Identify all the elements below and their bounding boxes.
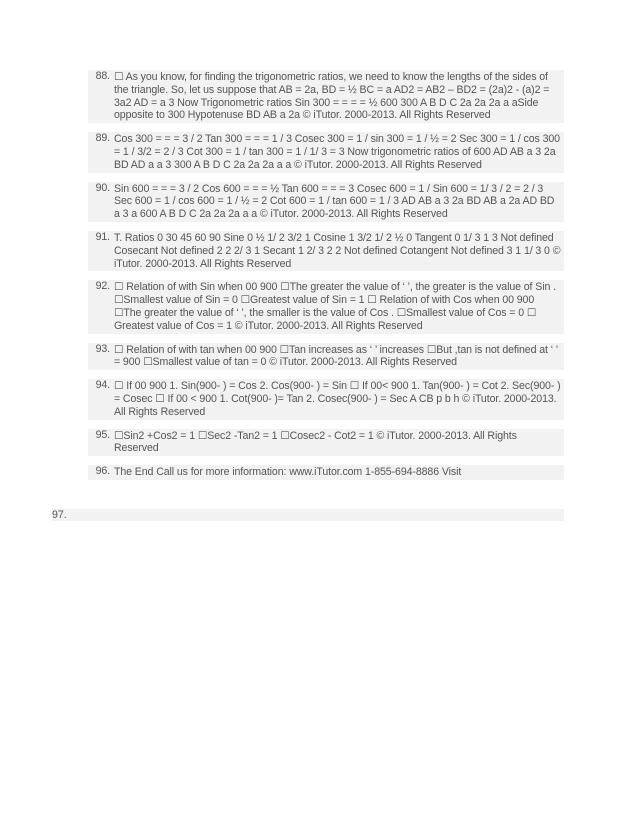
item-number: 93. [95,342,110,355]
item-text: ☐Sin2 +Cos2 = 1 ☐Sec2 -Tan2 = 1 ☐Cosec2 - Cot2 = 1 © iTutor. 2000-2013. All Rights Reserved [114,429,517,455]
item-text: Sin 600 = = = 3 / 2 Cos 600 = = = ½ Tan 600 = = = 3 Cosec 600 = 1 / Sin 600 = 1/ 3 / 2 = 2 / 3 Sec 600 = 1 / cos 600 = 1 / ½ = 2 Cot 600 = 1 / tan 600 = 1 / 3 AD AB a 3 2a BD AB a 2a AD BD a 3 a 600 A B D C 2a 2a 2a a a © iTutor. 2000-2013. All Rights Reserved [114,182,555,221]
final-list-item [52,509,564,521]
item-text: ☐ As you know, for finding the trigonometric ratios, we need to know the lengths of the sides of the triangle. So, let us suppose that AB = 2a, BD = ½ BC = a AD2 = AB2 – BD2 = (2a)2 - (a)2 = 3a2 AD = a 3 Now Trigonometric ratios Sin 300 = = = = ½ 600 300 A B D C 2a 2a 2a a aSide opposite to 300 Hypotenuse BD AB a 2a © iTutor. 2000-2013. All Rights Reserved [114,71,550,122]
list-item [88,429,564,457]
list-item [88,70,564,123]
item-text: ☐ Relation of with Sin when 00 900 ☐The greater the value of ‘ ’, the greater is the value of Sin . ☐Smallest value of Sin = 0 ☐Greatest value of Sin = 1 ☐ Relation of with Cos when 00 900 ☐The greater the value of ‘ ’, the smaller is the value of Cos . ☐Smallest value of Cos = 0 ☐ Greatest value of Cos = 1 © iTutor. 2000-2013. All Rights Reserved [114,281,556,332]
item-text: ☐ Relation of with tan when 00 900 ☐Tan increases as ‘ ’ increases ☐But ,tan is not defined at ‘ ’ = 900 ☐Smallest value of tan = 0 © iTutor. 2000-2013. All Rights Reserved [114,343,558,369]
item-text: Cos 300 = = = 3 / 2 Tan 300 = = = 1 / 3 Cosec 300 = 1 / sin 300 = 1 / ½ = 2 Sec 300 = 1 / cos 300 = 1 / 3/2 = 2 / 3 Cot 300 = 1 / tan 300 = 1 / 1/ 3 = 3 Now trigonometric ratios of 600 AD AB a 3 2a BD AD a a 3 300 A B D C 2a 2a 2a a a © iTutor. 2000-2013. All Rights Reserved [114,133,560,171]
numbered-list [88,70,564,480]
item-number: 91. [95,230,110,243]
item-number: 95. [95,428,110,441]
item-number: 94. [95,379,110,392]
item-text: The End Call us for more information: www.iTutor.com 1-855-694-8886 Visit [114,466,462,479]
item-number: 92. [95,280,110,293]
item-number: 96. [95,465,110,478]
item-text: ☐ If 00 900 1. Sin(900- ) = Cos 2. Cos(900- ) = Sin ☐ If 00< 900 1. Tan(900- ) = Cot 2. Sec(900- ) = Cosec ☐ If 00 < 900 1. Cot(900- )= Tan 2. Cosec(900- ) = Sec A CB p b h © iTutor. 2000-2013. All Rights Reserved [114,380,561,418]
item-number: 88. [95,70,110,82]
list-item [88,280,564,333]
list-item [88,379,564,419]
item-number: 90. [95,181,110,194]
list-item [88,132,564,172]
item-number: 97. [52,509,67,521]
list-item [88,182,564,222]
list-item [88,343,564,371]
list-item [88,231,564,271]
item-number: 89. [95,132,110,145]
list-item [88,465,564,480]
item-text: T. Ratios 0 30 45 60 90 Sine 0 ½ 1/ 2 3/2 1 Cosine 1 3/2 1/ 2 ½ 0 Tangent 0 1/ 3 1 3 Not defined Cosecant Not defined 2 2 2/ 3 1 Secant 1 2/ 3 2 2 Not defined Cotangent Not defined 3 1 1/ 3 0 © iTutor. 2000-2013. All Rights Reserved [114,231,561,270]
